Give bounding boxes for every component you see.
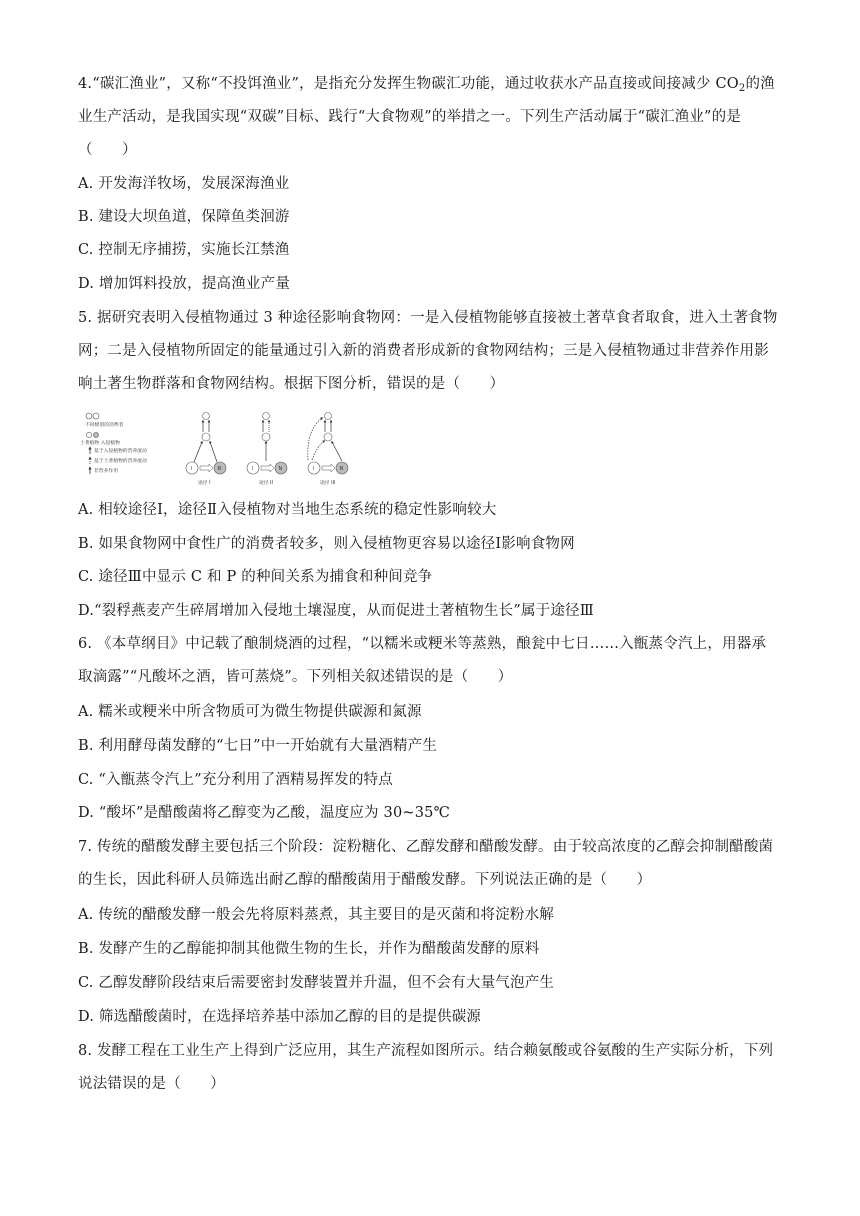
node-i-label-2: I [251,467,253,472]
question-6-option-d: D. “酸坏”是醋酸菌将乙醇变为乙酸，温度应为 30~35℃ [78,805,451,821]
question-4-option-b: B. 建设大坝鱼道，保障鱼类洄游 [78,209,290,225]
invasive-plant-pathway-figure [80,410,360,488]
question-4-option-c: C. 控制无序捕捞，实施长江禁渔 [78,242,290,258]
question-4-stem [78,68,778,167]
node-n-label-2: N [278,467,283,472]
figure-legend [80,413,147,474]
legend-nontrophic-text: 非营养作用 [94,469,118,474]
pathway-diagram [80,410,360,488]
node-n-label-3: N [339,467,344,472]
node-i-label: I [190,467,192,472]
pathway-3-diagram [308,413,348,487]
legend-native-flow-text: 基于土著植物的营养流动 [94,459,147,464]
question-7-option-b: B. 发酵产生的乙醇能抑制其他微生物的生长，并作为醋酸菌发酵的原料 [78,941,540,957]
question-4-option-a: A. 开发海洋牧场，发展深海渔业 [78,176,290,192]
pathway-2-diagram [247,413,287,487]
question-6-option-c: C. “入甑蒸令汽上”充分利用了酒精易挥发的特点 [78,772,393,788]
question-7-option-d: D. 筛选醋酸菌时，在选择培养基中添加乙醇的目的是提供碳源 [78,1009,482,1025]
pathway-1-caption: 途径 I [198,481,211,486]
pathway-2-caption: 途径 II [259,481,273,486]
node-n-label: N [217,467,222,472]
pathway-1-diagram [186,413,226,487]
legend-invasive-flow-text: 基于入侵植物的营养流动 [94,449,147,454]
question-5-option-c: C. 途径Ⅲ中显示 C 和 P 的种间关系为捕食和种间竞争 [78,569,433,585]
question-5-option-b: B. 如果食物网中食性广的消费者较多，则入侵植物更容易以途径Ⅰ影响食物网 [78,536,575,552]
pathway-3-caption: 途径 III [320,481,336,486]
question-7-stem: 7. 传统的醋酸发酵主要包括三个阶段：淀粉糖化、乙醇发酵和醋酸发酵。由于较高浓度的乙醇会抑制醋酸菌的生长，因此科研人员筛选出耐乙醇的醋酸菌用于醋酸发酵。下列说法正确的是（ ） [78,839,774,888]
legend-plants-text: 土著植物 入侵植物 [80,441,120,446]
question-8-stem: 8. 发酵工程在工业生产上得到广泛应用，其生产流程如图所示。结合赖氨酸或谷氨酸的生产实际分析，下列说法错误的是（ ） [78,1043,774,1092]
question-4-option-d: D. 增加饵料投放，提高渔业产量 [78,276,291,292]
question-4-text-a: 4.“碳汇渔业”，又称“不投饵渔业”，是指充分发挥生物碳汇功能，通过收获水产品直接或间接减少 CO [78,76,739,92]
question-5-stem: 5. 据研究表明入侵植物通过 3 种途径影响食物网：一是入侵植物能够直接被土著草食者取食，进入土著食物网；二是入侵植物所固定的能量通过引入新的消费者形成新的食物网结构；三是入侵植物通过非营养作用影响土著生物群落和食物网结构。根据下图分析，错误的是（ ） [78,310,778,392]
question-7-option-c: C. 乙醇发酵阶段结束后需要密封发酵装置并升温，但不会有大量气泡产生 [78,975,555,991]
node-i-label-3: I [312,467,314,472]
question-6-stem: 6. 《本草纲目》中记载了酿制烧酒的过程，“以糯米或粳米等蒸熟，酿瓮中七日……入甑蒸令汽上，用器承取滴露”“凡酸坏之酒，皆可蒸烧”。下列相关叙述错误的是（ ） [78,636,767,685]
question-5-option-d: D.“裂稃燕麦产生碎屑增加入侵地土壤湿度，从而促进土著植物生长”属于途径Ⅲ [78,603,594,619]
question-7-option-a: A. 传统的醋酸发酵一般会先将原料蒸煮，其主要目的是灭菌和将淀粉水解 [78,907,554,923]
question-4-text-b: 的渔业生产活动，是我国实现“双碳”目标、践行“大食物观”的举措之一。下列生产活动属于“碳汇渔业”的是（ ） [78,76,775,158]
legend-consumers-text: 不同级别的消费者 [85,423,124,428]
question-6-option-a: A. 糯米或粳米中所含物质可为微生物提供碳源和氮源 [78,704,422,720]
question-6-option-b: B. 利用酵母菌发酵的“七日”中一开始就有大量酒精产生 [78,738,438,754]
question-5-option-a: A. 相较途径Ⅰ，途径Ⅱ入侵植物对当地生态系统的稳定性影响较大 [78,502,497,518]
co2-subscript: 2 [738,83,746,94]
